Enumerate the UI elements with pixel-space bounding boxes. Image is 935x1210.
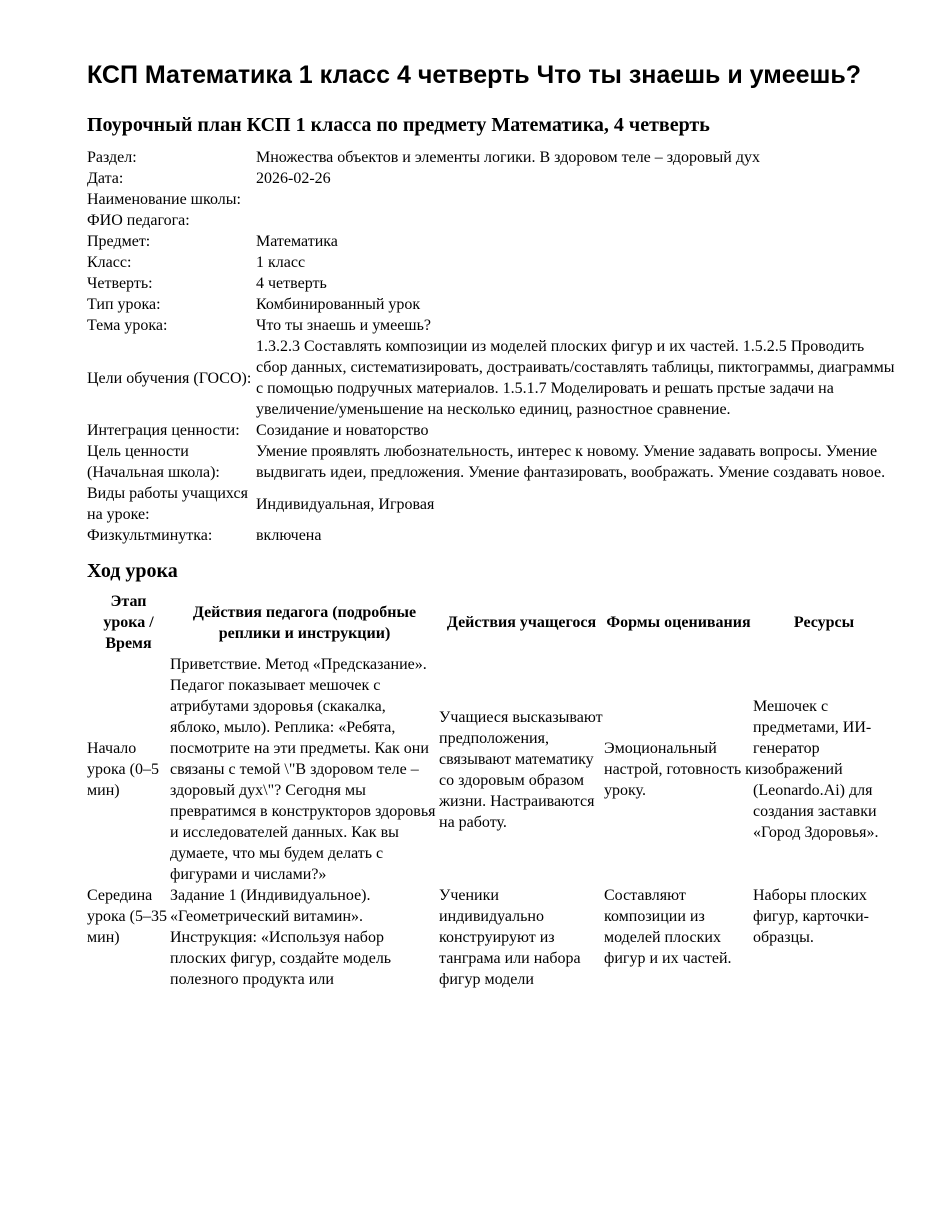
info-label: Предмет: [87,233,151,250]
info-row [87,252,895,273]
column-header-teacher-actions: Действия педагога (подробные реплики и инструкции) [192,603,417,642]
info-value: 1 класс [256,254,306,271]
info-label: Раздел: [87,149,137,166]
info-row [87,147,895,168]
info-label: Четверть: [87,275,153,292]
info-value: 4 четверть [256,275,327,292]
info-label: Класс: [87,254,132,271]
info-row [87,525,895,546]
column-header-assessment: Формы оценивания [606,614,751,631]
teacher-actions-cell: Задание 1 (Индивидуальное). «Геометрический витамин». Инструкция: «Используя набор плоских фигур, создайте модель полезного продукта или [170,887,392,988]
lesson-flow-table [87,591,895,990]
column-header-resources: Ресурсы [793,614,855,631]
info-label: Физкультминутка: [87,527,213,544]
stage-cell: Начало урока (0–5 мин) [87,740,159,799]
info-row [87,336,895,420]
info-value: Математика [256,233,338,250]
info-label: Наименование школы: [87,191,241,208]
teacher-actions-cell: Приветствие. Метод «Предсказание». Педагог показывает мешочек с атрибутами здоровья (скакалка, яблоко, мыло). Реплика: «Ребята, посмотрите на эти предметы. Как они связаны с темой \"В здоровом теле – здоровый дух\"? Сегодня мы превратимся в конструкторов здоровья и исследователей данных. Как вы думаете, что мы будем делать с фигурами и числами?» [170,656,436,883]
info-row [87,294,895,315]
info-value: Комбинированный урок [256,296,421,313]
info-row [87,273,895,294]
info-value: 2026-02-26 [256,170,331,187]
info-value [256,210,895,231]
student-actions-cell: Ученики индивидуально конструируют из танграма или набора фигур модели [439,887,581,988]
info-label: Интеграция ценности: [87,422,240,439]
info-label: ФИО педагога: [87,212,190,229]
info-label: Дата: [87,170,124,187]
document-title: КСП Математика 1 класс 4 четверть Что ты знаешь и умеешь? [87,61,862,89]
lesson-info-table [87,147,895,546]
info-row [87,420,895,441]
info-row [87,189,895,210]
column-header-stage: Этап урока / Время [103,593,154,652]
table-row [87,654,895,885]
resources-cell: Мешочек с предметами, ИИ-генератор изображений (Leonardo.Ai) для создания заставки «Город Здоровья». [753,698,879,841]
table-header-row [87,591,895,654]
info-row [87,168,895,189]
info-value: включена [256,527,322,544]
info-value: Индивидуальная, Игровая [256,495,435,513]
info-row [87,210,895,231]
info-value: 1.3.2.3 Составлять композиции из моделей плоских фигур и их частей. 1.5.2.5 Проводить сбор данных, систематизировать, достраивать/составлять таблицы, пиктограммы, диаграммы с помощью подручных материалов. 1.5.1.7 Моделировать и решать прстые задачи на увеличение/уменьшение на несколько единиц, разностное сравнение. [256,338,895,418]
info-label: Виды работы учащихся на уроке: [87,485,248,523]
table-row [87,885,895,990]
document-page [87,60,895,990]
info-label: Цели обучения (ГОСО): [87,369,252,387]
info-row [87,231,895,252]
info-value: Умение проявлять любознательность, интерес к новому. Умение задавать вопросы. Умение выдвигать идеи, предложения. Умение фантазировать, воображать. Умение создавать новое. [256,443,886,481]
info-label: Тип урока: [87,296,161,313]
plan-subtitle: Поурочный план КСП 1 класса по предмету Математика, 4 четверть [87,114,710,136]
student-actions-cell: Учащиеся высказывают предположения, связывают математику со здоровым образом жизни. Настраиваются на работу. [439,708,603,831]
resources-cell: Наборы плоских фигур, карточки-образцы. [753,887,869,946]
info-label: Тема урока: [87,317,168,334]
info-value: Что ты знаешь и умеешь? [256,317,432,334]
info-label: Цель ценности (Начальная школа): [87,443,220,481]
info-row [87,315,895,336]
stage-cell: Середина урока (5–35 мин) [87,887,167,946]
assessment-cell: Эмоциональный настрой, готовность к уроку. [604,740,753,799]
info-value [256,189,895,210]
info-row [87,441,895,483]
info-value: Множества объектов и элементы логики. В здоровом теле – здоровый дух [256,149,760,166]
column-header-student-actions: Действия учащегося [446,614,597,631]
info-value: Созидание и новаторство [256,422,429,439]
assessment-cell: Составляют композиции из моделей плоских фигур и их частей. [604,887,732,967]
info-row [87,483,895,525]
lesson-flow-heading: Ход урока [87,560,178,582]
